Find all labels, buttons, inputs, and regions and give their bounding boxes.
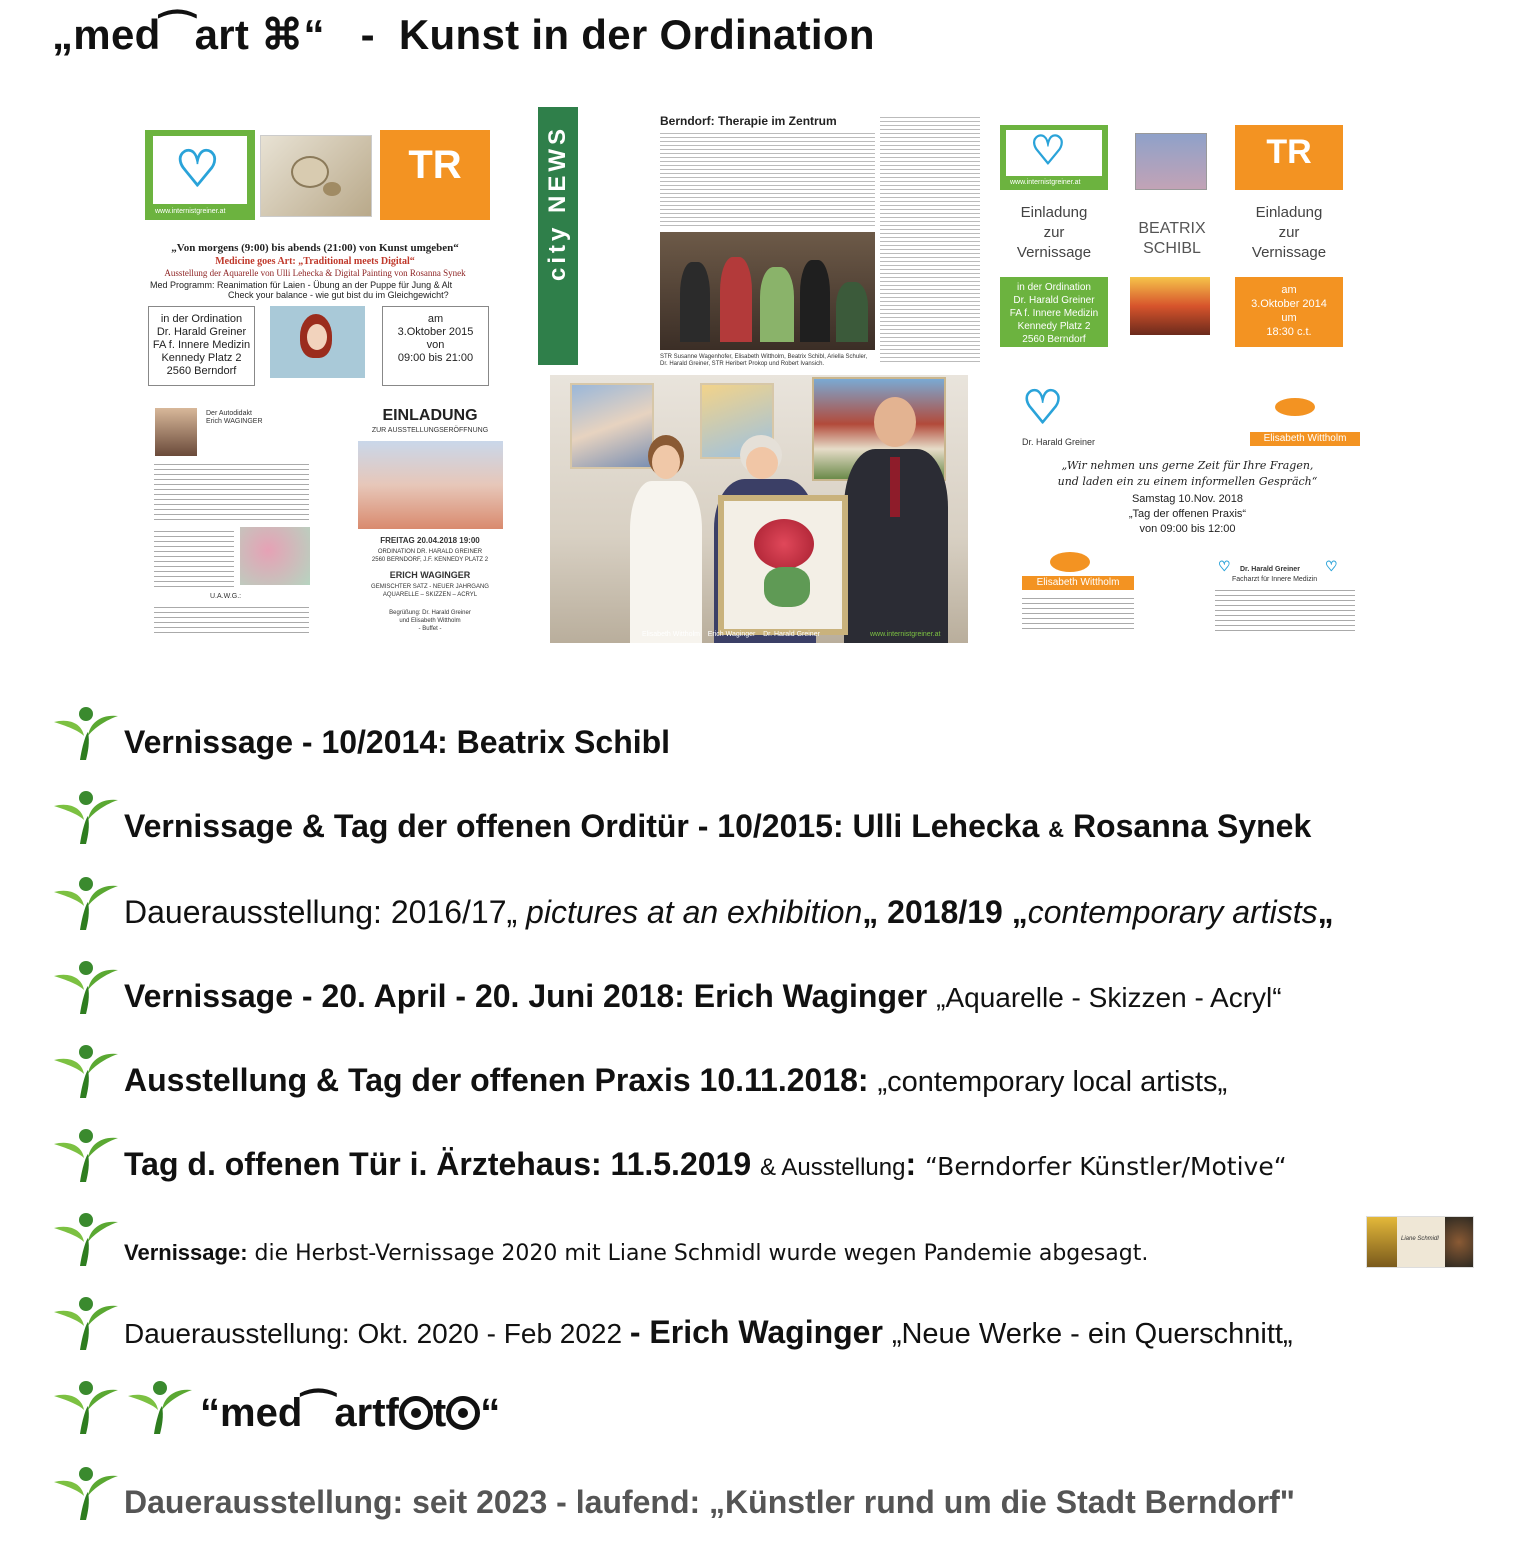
- item-text: Dauerausstellung: Okt. 2020 - Feb 2022 - Erich Waginger „Neue Werke - ein Querschnitt„: [124, 1314, 1293, 1350]
- poster-waginger-2018: [150, 405, 520, 650]
- list-item: [52, 956, 1492, 1026]
- photo-site: www.internistgreiner.at: [870, 631, 941, 638]
- person-left: [622, 435, 710, 643]
- heart-icon: ♡: [1022, 381, 1064, 433]
- aperture-icon: [446, 1396, 480, 1430]
- invite-artist: ERICH WAGINGER: [389, 570, 471, 580]
- poster1-headline: „Von morgens (9:00) bis abends (21:00) von Kunst umgeben“: [171, 242, 459, 254]
- poster1-subhead: Medicine goes Art: „Traditional meets Digital“: [215, 256, 415, 267]
- doctor-text: [1215, 586, 1355, 632]
- list-item: [52, 1124, 1492, 1194]
- list-item: [52, 1208, 1492, 1278]
- list-item: [52, 1292, 1492, 1362]
- sprout-icon: [52, 1462, 120, 1522]
- item-text: Vernissage & Tag der offenen Orditür - 10/2015: Ulli Lehecka & Rosanna Synek: [124, 808, 1312, 844]
- invite-subtitle: ZUR AUSSTELLUNGSERÖFFNUNG: [371, 427, 489, 434]
- invite-place: ORDINATION DR. HARALD GREINER 2560 BERNDORF, J.F. KENNEDY PLATZ 2: [371, 549, 489, 563]
- list-item: [52, 1462, 1492, 1532]
- city-news-strip: [538, 107, 578, 365]
- poster1-program: Med Programm: Reanimation für Laien - Übung an der Puppe für Jung & Alt: [150, 280, 453, 290]
- news-text-column: [880, 114, 980, 364]
- sprout-icon: [52, 1208, 120, 1268]
- greiner-logo-2: [1000, 125, 1108, 190]
- city-news-label: city NEWS: [544, 125, 571, 282]
- poster-2014: [1000, 125, 1345, 350]
- massage-icon: [1275, 398, 1315, 416]
- collage: [130, 95, 1390, 655]
- poster-2015: [130, 120, 500, 390]
- sprout-icon: [52, 872, 120, 932]
- item-text: Dauerausstellung: seit 2023 - laufend: „Künstler rund um die Stadt Berndorf": [124, 1484, 1295, 1520]
- liane-schmidl-thumbnail: [1366, 1216, 1474, 1268]
- artwork-fire: [1130, 277, 1210, 335]
- sprout-icon: [52, 1292, 120, 1352]
- sprout-icon: [126, 1376, 194, 1436]
- news-caption: STR Susanne Wagenhofer, Elisabeth Wittholm, Beatrix Schibl, Ariella Schuler, Dr. Harald Greiner, STR Heribert Prokop und Robert Ivansich.: [660, 354, 868, 367]
- bio-head: Der Autodidakt Erich WAGINGER: [206, 410, 263, 425]
- invite-right: Einladung zur Vernissage: [1251, 204, 1327, 261]
- poster1-program2: Check your balance - wie gut bist du im Gleichgewicht?: [228, 290, 449, 300]
- uawg-label: U.A.W.G.:: [210, 593, 242, 600]
- bio-text: [154, 460, 309, 520]
- tr-logo: TR: [380, 130, 490, 220]
- wittholm-label-2: Elisabeth Wittholm: [1022, 576, 1134, 590]
- invite-date: FREITAG 20.04.2018 19:00: [380, 536, 480, 545]
- news-photo: [660, 232, 875, 350]
- tr-logo-2: TR: [1235, 125, 1343, 190]
- presentation-photo: [550, 375, 968, 643]
- news-article: [655, 110, 985, 372]
- artwork-building: [1135, 133, 1207, 190]
- heart-icon-small-2: ♡: [1325, 558, 1338, 574]
- sprout-icon: [52, 702, 120, 762]
- artist-photo: [155, 408, 197, 456]
- sprout-icon: [52, 956, 120, 1016]
- list-item: [52, 702, 1492, 772]
- list-item: [52, 1376, 1492, 1446]
- praxis-date: Samstag 10.Nov. 2018 „Tag der offenen Praxis“ von 09:00 bis 12:00: [1128, 493, 1247, 535]
- medart-foto-title: “med⁀artf t “: [200, 1391, 501, 1435]
- massage-icon-2: [1050, 552, 1090, 572]
- street-painting: [358, 441, 503, 529]
- photo-caption: Elisabeth Wittholm Erich Waginger Dr. Harald Greiner: [642, 631, 820, 638]
- artist-name: BEATRIX SCHIBL: [1138, 220, 1206, 257]
- quote: „Wir nehmen uns gerne Zeit für Ihre Fragen, und laden ein zu einem informellen Gespräch“: [1057, 459, 1318, 488]
- poster2-address: in der Ordination Dr. Harald Greiner FA f. Innere Medizin Kennedy Platz 2 2560 Berndorf: [1000, 277, 1108, 347]
- list-item: [52, 786, 1492, 856]
- poster1-date: am 3.Oktober 2015 von 09:00 bis 21:00: [382, 306, 489, 386]
- greiner-logo: [145, 130, 255, 220]
- person-right: [840, 397, 950, 643]
- list-item: [52, 1040, 1492, 1110]
- invite-title: EINLADUNG: [382, 407, 478, 424]
- website-label: www.internistgreiner.at: [1010, 179, 1081, 186]
- heart-icon: ♡: [175, 141, 220, 197]
- poster1-exhibition: Ausstellung der Aquarelle von Ulli Lehecka & Digital Painting von Rosanna Synek: [164, 268, 466, 278]
- bio-list: [154, 527, 234, 587]
- doctor-name-2: Dr. Harald Greiner: [1240, 566, 1300, 573]
- page-title: „med⁀art ⌘“ - Kunst in der Ordination: [52, 11, 875, 58]
- flower-image: [240, 527, 310, 585]
- poster1-address: in der Ordination Dr. Harald Greiner FA f. Innere Medizin Kennedy Platz 2 2560 Berndorf: [148, 306, 255, 386]
- item-text: Vernissage: die Herbst-Vernissage 2020 mit Liane Schmidl wurde wegen Pandemie abgesagt.: [124, 1240, 1149, 1266]
- sprout-icon: [52, 1124, 120, 1184]
- invite-greeting: Begrüßung: Dr. Harald Greiner und Elisabeth Wittholm - Buffet -: [389, 610, 471, 632]
- news-text: [660, 130, 875, 226]
- thumbnail-label: Liane Schmidl: [1401, 1236, 1439, 1242]
- sprout-icon: [52, 786, 120, 846]
- contact-text: [154, 603, 309, 635]
- item-text: Tag d. offenen Tür i. Ärztehaus: 11.5.2019 & Ausstellung: “Berndorfer Künstler/Motive“: [124, 1146, 1287, 1182]
- heart-icon-small: ♡: [1218, 558, 1231, 574]
- poster2-date: am 3.Oktober 2014 um 18:30 c.t.: [1235, 277, 1343, 347]
- item-text: Vernissage - 10/2014: Beatrix Schibl: [124, 724, 671, 760]
- news-headline: Berndorf: Therapie im Zentrum: [660, 114, 837, 128]
- sprout-icon: [52, 1376, 120, 1436]
- list-item: [52, 872, 1492, 942]
- item-text: Ausstellung & Tag der offenen Praxis 10.11.2018: „contemporary local artists„: [124, 1062, 1228, 1098]
- invite-artist-sub: GEMISCHTER SATZ - NEUER JAHRGANG AQUARELLE – SKIZZEN – ACRYL: [371, 584, 489, 598]
- framed-painting: [718, 495, 848, 635]
- invite-left: Einladung zur Vernissage: [1016, 204, 1092, 261]
- wittholm-text: [1022, 594, 1134, 630]
- website-label: www.internistgreiner.at: [155, 208, 226, 215]
- sprout-icon: [52, 1040, 120, 1100]
- item-text: Dauerausstellung: 2016/17„ pictures at an exhibition„ 2018/19 „contemporary artists„: [124, 894, 1334, 930]
- digital-portrait: [270, 306, 365, 378]
- wittholm-label: Elisabeth Wittholm: [1250, 432, 1360, 446]
- aperture-icon: [399, 1396, 433, 1430]
- heart-icon: ♡: [1030, 128, 1066, 173]
- doctor-name: Dr. Harald Greiner: [1022, 437, 1096, 447]
- shells-image: [260, 135, 372, 217]
- item-text: Vernissage - 20. April - 20. Juni 2018: Erich Waginger „Aquarelle - Skizzen - Acryl“: [124, 978, 1282, 1014]
- doctor-specialty: Facharzt für Innere Medizin: [1232, 576, 1318, 583]
- poster-praxis-2018: [1010, 380, 1365, 645]
